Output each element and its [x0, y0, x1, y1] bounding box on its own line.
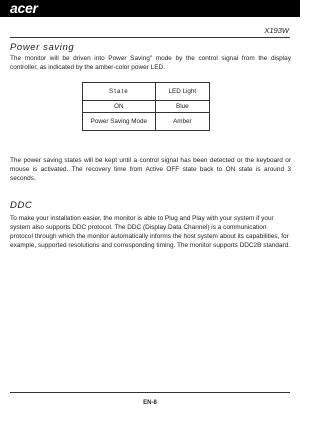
section-title-ddc: DDC: [10, 200, 33, 211]
acer-logo: acer: [10, 0, 38, 16]
table-cell: Blue: [155, 101, 209, 113]
section-title-power-saving: Power saving: [10, 42, 75, 53]
header-divider: [10, 37, 290, 38]
power-saving-paragraph: The monitor will be driven into Power Saving" mode by the control signal from the display controller, as indicated by the amber-color power LED.: [10, 55, 291, 71]
table-cell: Amber: [155, 113, 209, 131]
table-header-state: State: [83, 83, 156, 101]
footer-divider: [10, 392, 290, 393]
table-header-row: [83, 83, 210, 101]
table-cell: Power Saving Mode: [83, 113, 156, 131]
header-bar: [0, 0, 300, 17]
ddc-paragraph: To make your installation easier, the monitor is able to Plug and Play with your system if your system also supports DDC protocol. The DDC (Display Data Channel) is a communication protocol through which the monitor automatically informs the host system about its capabilities, for example, supported resolutions and corresponding timing. The monitor supports DDC2B standard.: [10, 215, 291, 249]
table-row: [83, 101, 210, 113]
power-saving-recovery-paragraph: The power saving states will be kept until a control signal has been detected or the keyboard or mouse is activated. The recovery time from Active OFF state back to ON state is around 3 seconds.: [10, 157, 291, 182]
table-row: [83, 113, 210, 131]
page-number: EN-8: [143, 400, 157, 406]
led-state-table: [82, 82, 210, 131]
model-label: X193W: [264, 26, 289, 35]
table-cell: ON: [83, 101, 156, 113]
table-header-led: LED Light: [155, 83, 209, 101]
